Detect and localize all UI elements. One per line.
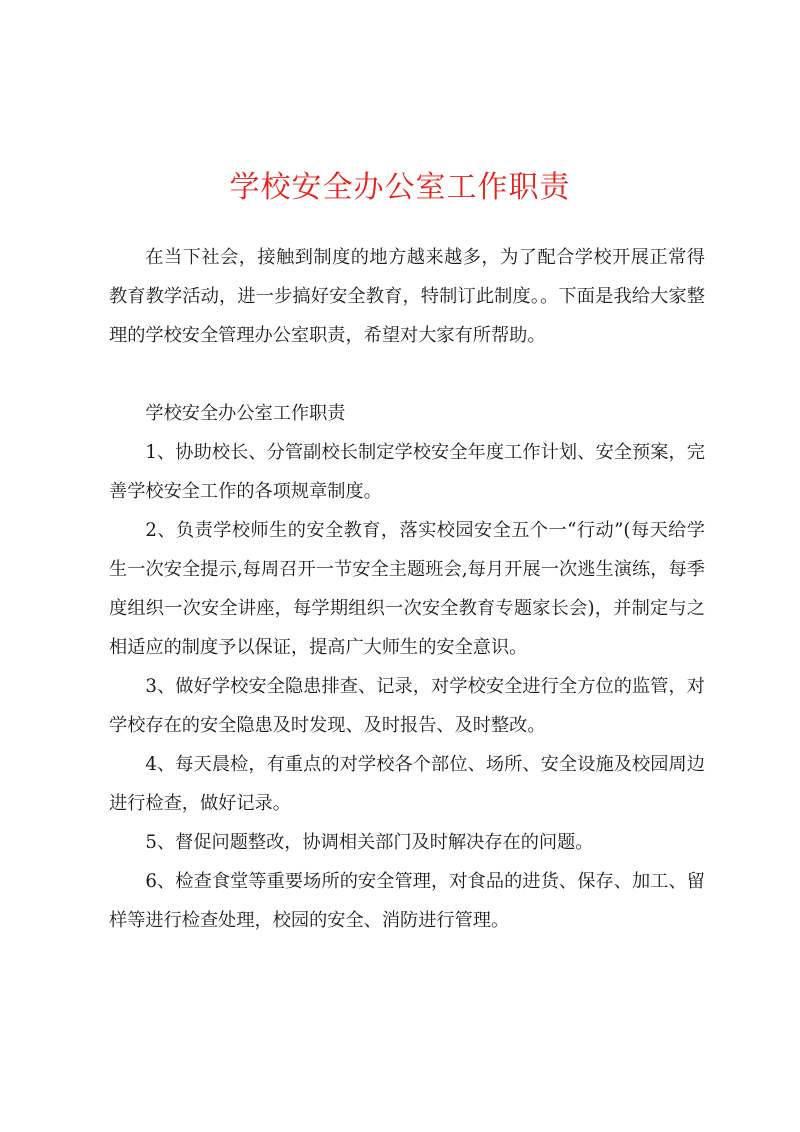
section-heading: 学校安全办公室工作职责 xyxy=(145,403,346,424)
duty-item-1: 1、协助校长、分管副校长制定学校安全年度工作计划、安全预案，完善学校安全工作的各项规章制度。 xyxy=(109,442,705,502)
duty-item-5: 5、督促问题整改，协调相关部门及时解决存在的问题。 xyxy=(145,832,594,853)
duty-item-3: 3、做好学校安全隐患排查、记录，对学校安全进行全方位的监管，对学校存在的安全隐患及时发现、及时报告、及时整改。 xyxy=(109,676,705,736)
duty-item-4: 4、每天晨检，有重点的对学校各个部位、场所、安全设施及校园周边进行检查，做好记录。 xyxy=(109,754,705,814)
duty-item-2: 2、负责学校师生的安全教育，落实校园安全五个一“行动”(每天给学生一次安全提示,每周召开一节安全主题班会,每月开展一次逃生演练，每季度组织一次安全讲座，每学期组织一次安全教育专题家长会)，并制定与之相适应的制度予以保证，提高广大师生的安全意识。 xyxy=(109,520,705,658)
duty-item-6: 6、检查食堂等重要场所的安全管理，对食品的进货、保存、加工、留样等进行检查处理，校园的安全、消防进行管理。 xyxy=(109,871,705,931)
document-body xyxy=(109,238,705,940)
document-title: 学校安全办公室工作职责 xyxy=(229,170,571,205)
intro-paragraph: 在当下社会，接触到制度的地方越来越多，为了配合学校开展正常得教育教学活动，进一步搞好安全教育，特制订此制度。。下面是我给大家整理的学校安全管理办公室职责，希望对大家有所帮助。 xyxy=(109,247,705,346)
